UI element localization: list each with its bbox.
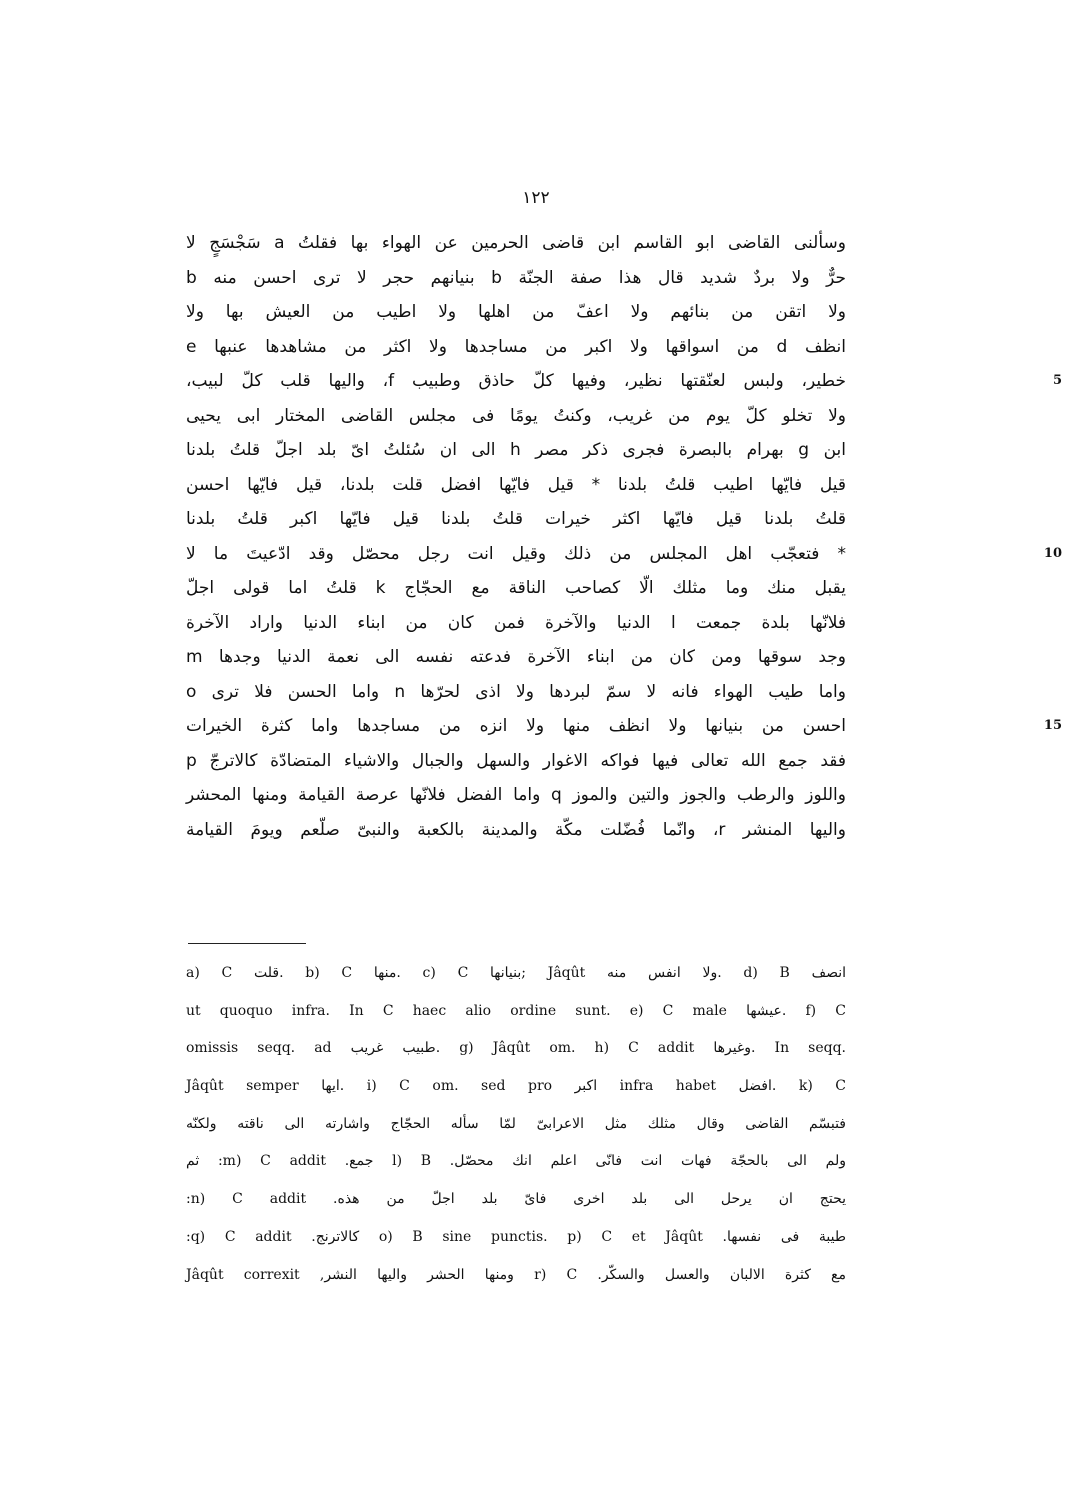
line-text: يقبل منك وما مثلك الّا كصاحب الناقة مع الحجّاج k قلتُ اما قولى اجلّ bbox=[186, 578, 847, 598]
footnote-line: مع كثرة الالبان والعسل والسكّر. r) C ومنها الحشر واليها النشر, Jâqût correxit bbox=[186, 1266, 846, 1283]
text-line bbox=[186, 571, 846, 606]
text-line bbox=[186, 675, 846, 710]
line-text: خطير، ولبس لعنّقتها نظير، وفيها كلّ حاذق وطبيب f، واليها قلب كلّ لبيب، bbox=[186, 371, 846, 391]
text-line bbox=[186, 709, 1062, 744]
text-line bbox=[186, 537, 1062, 572]
text-line bbox=[186, 640, 846, 675]
text-line bbox=[186, 261, 846, 296]
line-number: 5 bbox=[1052, 373, 1062, 388]
text-line bbox=[186, 399, 846, 434]
line-text: انظف d من اسواقها ولا اكبر من مساجدها ولا اكثر من مشاهدها عنبها e bbox=[186, 336, 847, 357]
line-text: ولا اتقن من بنائهم ولا اعفّ من اهلها ولا اطيب من العيش بها ولا bbox=[186, 302, 846, 322]
footnote-line: ولم الى بالحجّة فهات انت فانّى اعلم انك محصّل. l) B جمع. m) C addit: ثم bbox=[186, 1153, 846, 1170]
line-text: فلانّها بلدة جمعت l الدنيا والآخرة فمن كان من ابناء الدنيا واراد الآخرة bbox=[186, 612, 846, 633]
footnote-line: طيبة فى نفسها. o) B sine punctis. p) C et Jâqût كالاترنج. q) C addit: bbox=[186, 1228, 846, 1245]
text-line bbox=[186, 813, 846, 848]
footnote-line: Jâqût semper ايها. i) C om. sed pro اكبر infra habet افضل. k) C bbox=[186, 1078, 847, 1095]
footnote-divider bbox=[188, 943, 306, 944]
line-text: حرٌّ ولا بردٌ شديد قال هذا صفة الجنّة b بنيانهم حجر لا ترى احسن منه b bbox=[186, 267, 846, 288]
line-number: 15 bbox=[1043, 718, 1062, 733]
line-text: وجد سوقها ومن كان من ابناء الآخرة فدعته نفسه الى نعمة الدنيا وجدها m bbox=[186, 647, 846, 667]
text-line bbox=[186, 330, 846, 365]
line-text: واللوز والرطب والجوز والتين والموز q واما الفضل فلانّها عرصة القيامة ومنها المحشر bbox=[186, 785, 846, 805]
footnote-line: ut quoquo infra. In C haec alio ordine sunt. e) C male عيشها. f) C bbox=[186, 1002, 846, 1019]
text-line bbox=[186, 502, 846, 537]
line-text: واما طيب الهواء فانه لا سمّ لبردها ولا اذى لحرّها n واما الحسن فلا ترى o bbox=[186, 681, 846, 702]
footnote-line: omissis seqq. ad طبيب غريب. g) Jâqût om. h) C addit وغيرها. In seqq. bbox=[186, 1040, 846, 1057]
footnote-line: a) C قلت. b) C منها. c) C بنيانها; Jâqût ولا انفس منه. d) B انصف bbox=[186, 965, 847, 981]
line-number: 10 bbox=[1043, 545, 1062, 561]
footnotes bbox=[186, 955, 846, 1294]
text-line bbox=[186, 295, 846, 330]
line-text: * فتعجّب اهل المجلس من ذلك وقيل انت رجل محصّل وقد ادّعيتَ ما لا bbox=[186, 543, 846, 564]
page-number: ١٢٢ bbox=[522, 188, 550, 208]
line-text: فقد جمع الله تعالى فيها فواكه الاغوار والسهل والجبال والاشياء المتضادّة كالاترجّ p bbox=[186, 750, 846, 771]
line-text: ولا تخلو كلّ يوم من غريب، وكنتُ يومًا فى مجلس القاضى المختار ابى يحيى bbox=[186, 405, 846, 426]
line-text: قيل فايّها اطيب قلتُ بلدنا * قيل فايّها افضل قلت بلدنا، قيل فايّها احسن bbox=[186, 474, 846, 495]
footnote-line: فتبسّم القاضى وقال مثلك مثل الاعرابىّ لمّا سأله الحجّاج واشارته الى ناقته ولكنّه bbox=[186, 1115, 846, 1132]
footnote-line: يحتج ان يرحل الى بلد اخرى فاىّ بلد اجلّ من هذه. n) C addit: bbox=[186, 1191, 846, 1208]
text-line bbox=[186, 778, 846, 813]
text-line bbox=[186, 744, 846, 779]
main-text bbox=[186, 226, 1062, 847]
text-line bbox=[186, 226, 846, 261]
text-line bbox=[186, 433, 846, 468]
line-text: قلتُ بلدنا قيل فايّها اكثر خيرات قلتُ بلدنا قيل فايّها اكبر قلتُ بلدنا bbox=[186, 509, 846, 529]
line-text: ابن g بهرام بالبصرة فجرى ذكر مصر h الى ان سُئلتُ اىّ بلد اجلّ قلتُ بلدنا bbox=[186, 440, 846, 460]
line-text: احسن من بنيانها ولا انظف منها ولا انزه من مساجدها واما كثرة الخيرات bbox=[186, 716, 846, 736]
text-line bbox=[186, 606, 846, 641]
text-line bbox=[186, 468, 846, 503]
line-text: وسألنى القاضى ابو القاسم ابن قاضى الحرمين عن الهواء بها فقلتُ a سَجْسَجٍ لا bbox=[186, 233, 846, 253]
text-line bbox=[186, 364, 1062, 399]
line-text: واليها المنشر r، وانّما فُضّلت مكّة والمدينة بالكعبة والنبىّ صلّعم ويومَ القيامة bbox=[186, 819, 846, 840]
